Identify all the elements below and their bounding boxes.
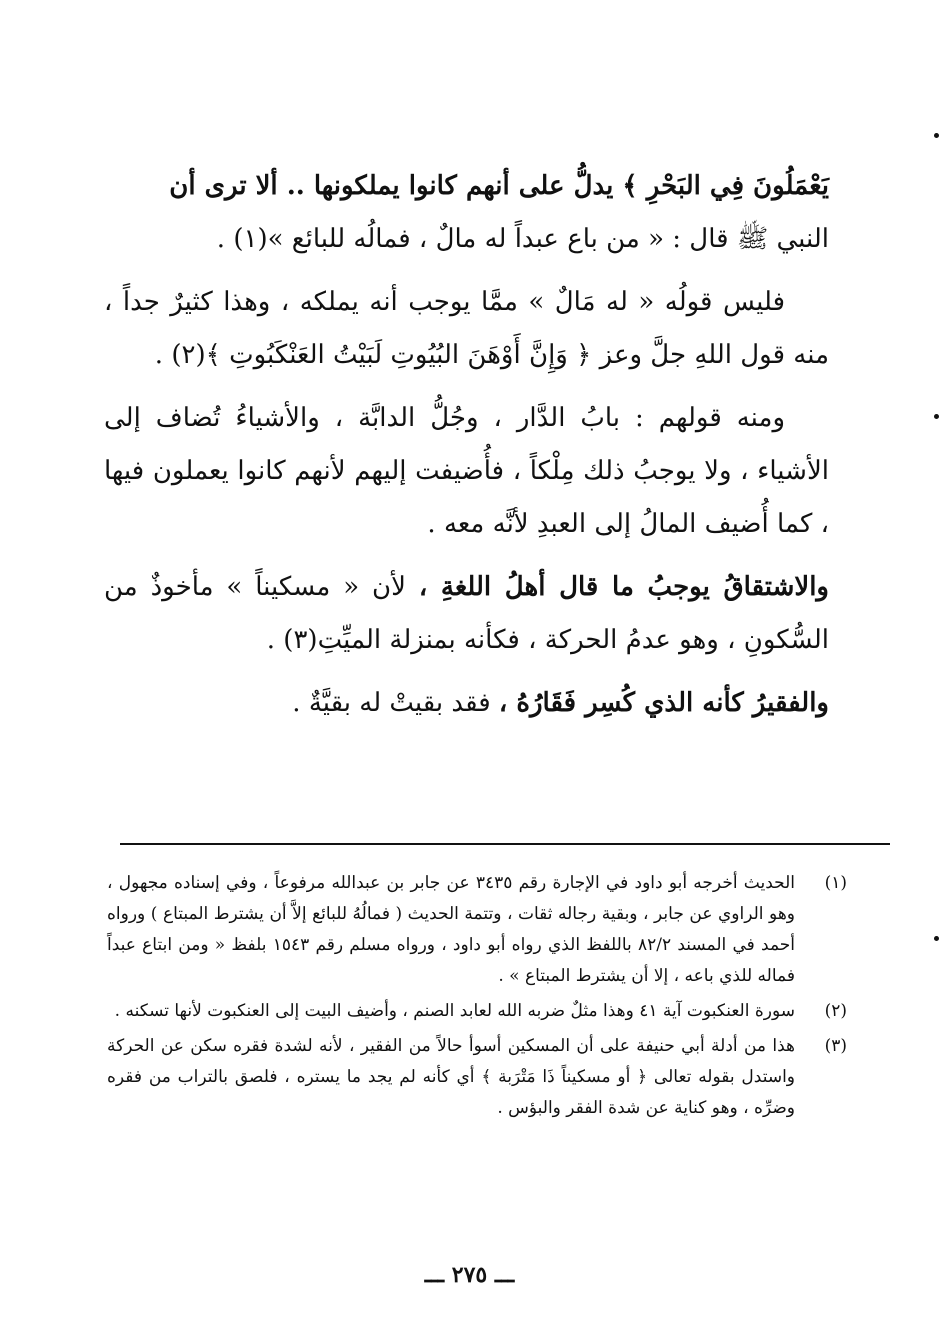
margin-mark [934,936,939,941]
paragraph-3: ومنه قولهم : بابُ الدَّار ، وجُلُّ الدابَّة ، والأشياءُ تُضاف إلى الأشياء ، ولا يوجبُ ذلك مِلْكاً ، فأُضيفت إليهم لأنهم كانوا يعملون فيها ، كما أُضيف المالُ إلى العبدِ لأنَّه معه . [104,403,829,539]
footnotes [107,868,847,1128]
margin-mark [934,414,939,419]
main-text [104,160,829,740]
page-number: ـــ ٢٧٥ ـــ [424,1262,515,1288]
paragraph-4-bold: والاشتقاقُ يوجبُ ما قال أهلُ اللغةِ ، [418,572,829,602]
paragraph-5-bold: والفقيرُ كأنه الذي كُسِر فَقَارُهُ ، [498,688,829,718]
footnote [107,996,847,1027]
paragraph-2: فليس قولُه « له مَالٌ » ممَّا يوجب أنه يملكه ، وهذا كثيرٌ جداً ، منه قول اللهِ جلَّ وعز ﴿ وَإِنَّ أَوْهَنَ البُيُوتِ لَبَيْتُ العَنْكَبُوتِ ﴾(٢) . [104,287,829,370]
paragraph-4 [104,561,829,667]
footnote-text: سورة العنكبوت آية ٤١ وهذا مثلٌ ضربه الله لعابد الصنم ، وأضيف البيت إلى العنكبوت لأنها تسكنه . [114,1001,795,1021]
footnote-number: (٢) [824,1001,847,1021]
paragraph-1-line-1: يَعْمَلُونَ فِي البَحْرِ ﴾ يدلُّ على أنهم كانوا يملكونها .. ألا ترى أن [169,171,829,201]
footnote [107,1031,847,1124]
footnote [107,868,847,992]
footnote-number: (٣) [824,1036,847,1056]
footnote-text: هذا من أدلة أبي حنيفة على أن المسكين أسوأ حالاً من الفقير ، لأنه لشدة فقره سكن عن الحركة واستدل بقوله تعالى ﴿ أو مسكيناً ذَا مَتْرَبة ﴾ أي كأنه لم يجد ما يستره ، فلصق بالتراب من فقره وضرِّه ، وهو كناية عن شدة الفقر والبؤس . [107,1036,795,1118]
paragraph-4-rest: لأن « مسكيناً » مأخوذٌ من السُّكونِ ، وهو عدمُ الحركة ، فكأنه بمنزلة الميِّتِ(٣) . [104,572,829,655]
margin-mark [934,133,939,138]
paragraph-5 [104,677,829,730]
paragraph-1-line-2: النبي ﷺ قال : « من باع عبداً له مالٌ ، فمالُه للبائع »(١) . [216,224,829,254]
paragraph-5-rest: فقد بقيتْ له بقيَّةٌ . [292,688,499,718]
footnote-number: (١) [824,873,847,893]
footnote-separator [120,843,890,845]
paragraph-1 [104,160,829,266]
footnote-text: الحديث أخرجه أبو داود في الإجارة رقم ٣٤٣٥ عن جابر بن عبدالله مرفوعاً ، وفي إسناده مجهول ، وهو الراوي عن جابر ، وبقية رجاله ثقات ، وتتمة الحديث ( فمالُهُ للبائع إلاَّ أن يشترط المبتاع ) ورواه أحمد في المسند ٨٢/٢ باللفظ الذي رواه أبو داود ، ورواه مسلم رقم ١٥٤٣ بلفظ « ومن ابتاع عبداً فماله للذي باعه ، إلا أن يشترط المبتاع » . [107,873,796,986]
